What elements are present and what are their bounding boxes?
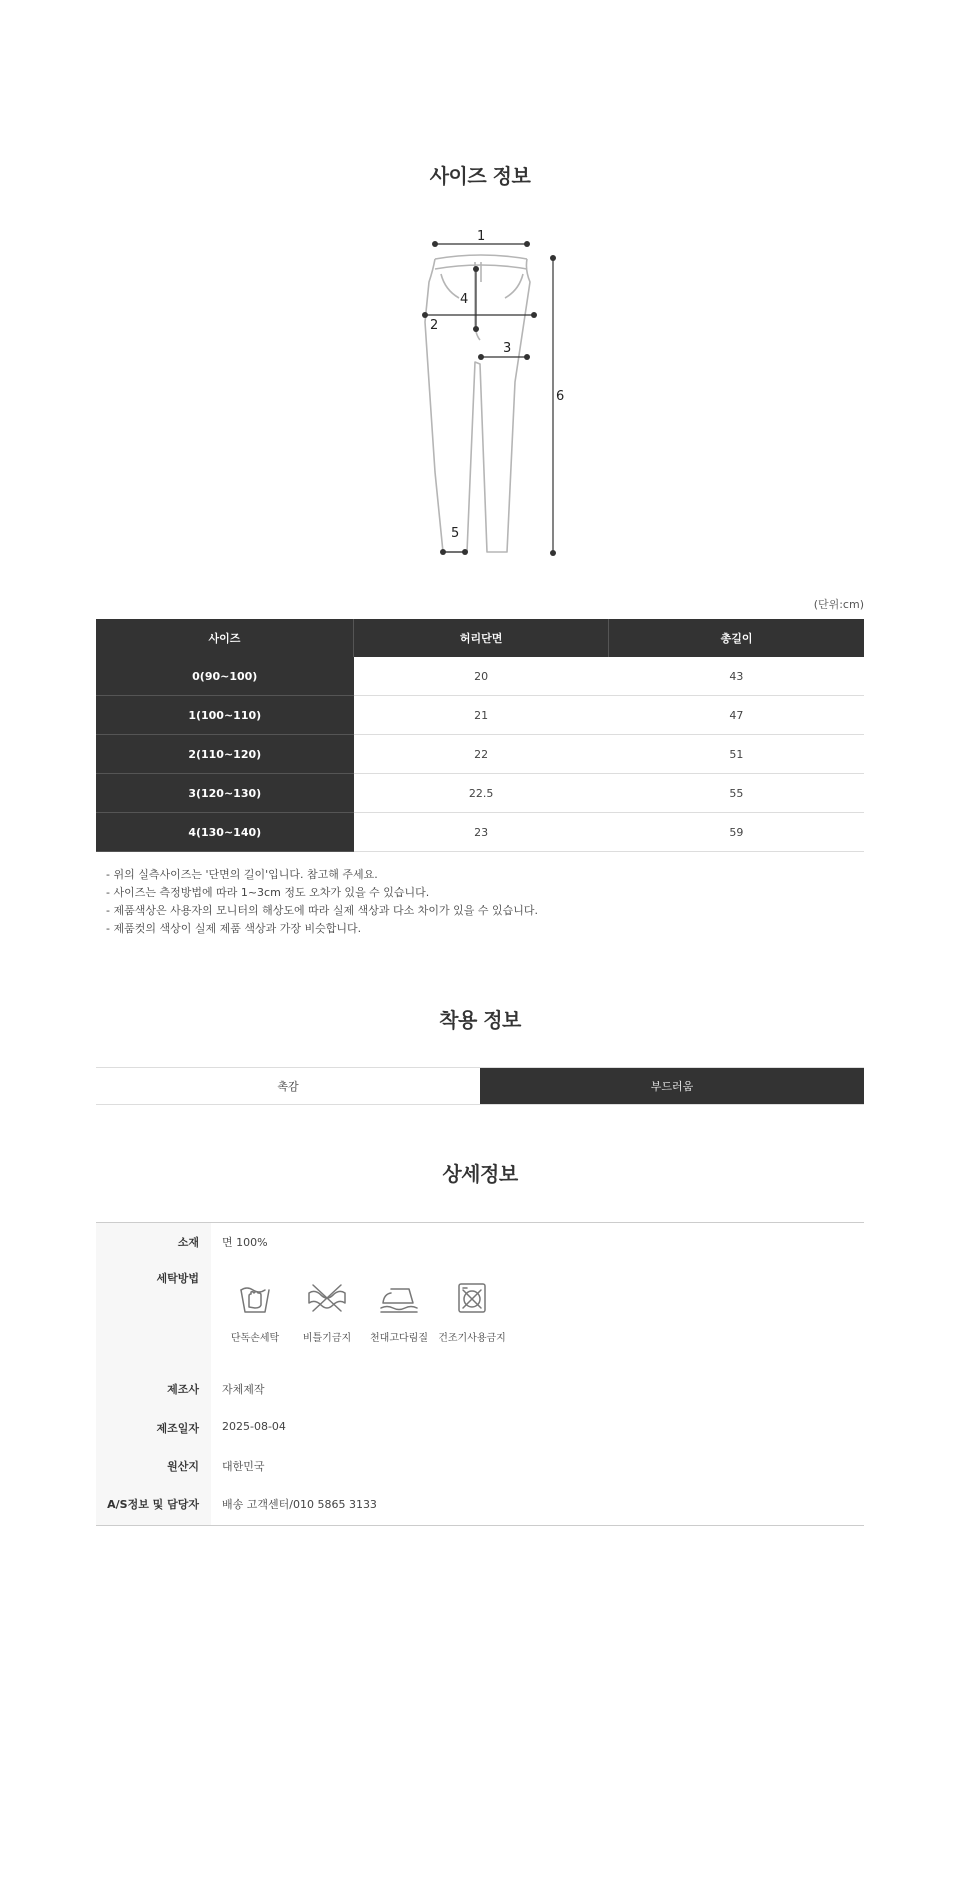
material-value: 면 100% xyxy=(222,1236,268,1249)
col-header-size: 사이즈 xyxy=(96,619,354,657)
wash-item xyxy=(361,1281,437,1344)
diagram-label-1: 1 xyxy=(477,229,486,244)
waist-cell: 20 xyxy=(354,657,609,696)
detail-label-column xyxy=(96,1223,211,1525)
iron-with-cloth-icon xyxy=(379,1281,419,1315)
washing-label: 세탁방법 xyxy=(156,1272,199,1285)
pants-measurement-diagram xyxy=(405,222,580,562)
wash-item-label: 천대고다림질 xyxy=(370,1333,428,1344)
manufacture-date-label: 제조일자 xyxy=(156,1422,199,1435)
size-cell: 1(100~110) xyxy=(96,696,354,735)
diagram-label-6: 6 xyxy=(556,389,565,404)
size-info-title: 사이즈 정보 xyxy=(429,164,531,188)
note-line: - 제품컷의 색상이 실제 제품 색상과 가장 비슷합니다. xyxy=(106,922,362,935)
length-cell: 59 xyxy=(609,813,864,852)
size-cell: 2(110~120) xyxy=(96,735,354,774)
no-tumble-dry-icon xyxy=(455,1281,489,1315)
table-row xyxy=(96,657,864,696)
fit-options xyxy=(96,1067,864,1105)
no-wring-icon xyxy=(305,1281,349,1315)
col-header-waist: 허리단면 xyxy=(354,619,609,657)
diagram-label-3: 3 xyxy=(503,341,512,356)
length-cell: 43 xyxy=(609,657,864,696)
manufacturer-label: 제조사 xyxy=(167,1383,199,1396)
unit-note: (단위:cm) xyxy=(813,598,864,611)
wash-item-label: 건조기사용금지 xyxy=(438,1333,506,1344)
hand-wash-icon xyxy=(238,1281,272,1315)
detail-info-title: 상세정보 xyxy=(442,1162,518,1186)
material-label: 소재 xyxy=(177,1236,199,1249)
table-header-row xyxy=(96,619,864,657)
size-notes xyxy=(106,866,538,938)
table-row xyxy=(96,735,864,774)
waist-cell: 23 xyxy=(354,813,609,852)
origin-value: 대한민국 xyxy=(222,1460,265,1473)
table-row xyxy=(96,696,864,735)
note-line: - 사이즈는 측정방법에 따라 1~3cm 정도 오차가 있을 수 있습니다. xyxy=(106,886,430,899)
as-contact-value: 배송 고객센터/010 5865 3133 xyxy=(222,1498,377,1511)
size-cell: 4(130~140) xyxy=(96,813,354,852)
waist-cell: 22 xyxy=(354,735,609,774)
wash-item-label: 비틀기금지 xyxy=(302,1333,352,1344)
size-table xyxy=(96,619,864,852)
table-row xyxy=(96,813,864,852)
as-contact-label: A/S정보 및 담당자 xyxy=(107,1498,199,1511)
size-cell: 3(120~130) xyxy=(96,774,354,813)
wash-item xyxy=(217,1281,293,1344)
diagram-label-5: 5 xyxy=(451,526,460,541)
fit-option-soft: 부드러움 xyxy=(480,1068,864,1104)
table-row xyxy=(96,774,864,813)
wash-item-label: 단독손세탁 xyxy=(230,1333,280,1344)
manufacture-date-value: 2025-08-04 xyxy=(222,1420,286,1433)
length-cell: 47 xyxy=(609,696,864,735)
fit-info-title: 착용 정보 xyxy=(439,1008,521,1032)
manufacturer-value: 자체제작 xyxy=(222,1383,265,1396)
note-line: - 제품색상은 사용자의 모니터의 해상도에 따라 실제 색상과 다소 차이가 있을 수 있습니다. xyxy=(106,904,538,917)
length-cell: 55 xyxy=(609,774,864,813)
detail-table xyxy=(96,1222,864,1526)
waist-cell: 21 xyxy=(354,696,609,735)
size-cell: 0(90~100) xyxy=(96,657,354,696)
col-header-length: 총길이 xyxy=(609,619,864,657)
waist-cell: 22.5 xyxy=(354,774,609,813)
wash-item xyxy=(434,1281,510,1344)
diagram-label-2: 2 xyxy=(430,318,439,333)
origin-label: 원산지 xyxy=(167,1460,199,1473)
length-cell: 51 xyxy=(609,735,864,774)
diagram-label-4: 4 xyxy=(460,292,469,307)
wash-item xyxy=(289,1281,365,1344)
note-line: - 위의 실측사이즈는 '단면의 길이'입니다. 참고해 주세요. xyxy=(106,868,378,881)
fit-option-texture: 촉감 xyxy=(277,1080,299,1093)
